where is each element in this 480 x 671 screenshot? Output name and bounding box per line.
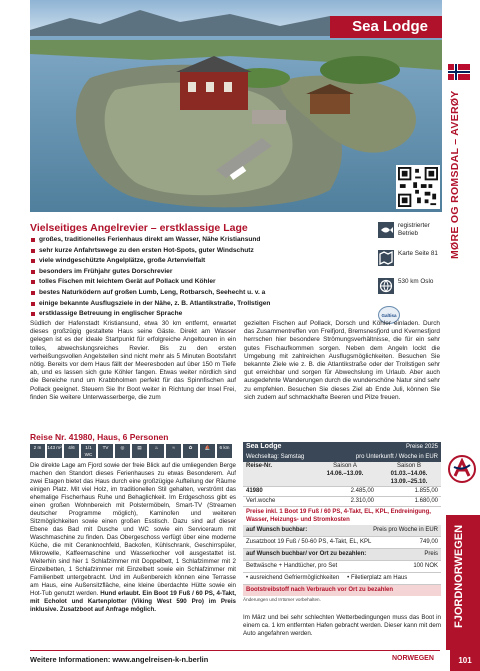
section-headline: Vielseitiges Angelrevier – erstklassige Lage	[30, 222, 248, 234]
partner-logo: Galtisa	[378, 306, 400, 324]
house-description	[30, 462, 236, 614]
boat-distance-icon: 2 m	[30, 444, 45, 458]
season-b-dates: 01.03.–14.06. 13.09.–25.10.	[390, 471, 428, 485]
boat-note: Im März und bei sehr schlechten Wetterbedingungen muss das Boot in einem ca. 1 km entfernten Hafen gebracht werden. Dieser kann mit dem Auto angefahren werden.	[243, 614, 441, 637]
shop-distance-icon: 6 km	[217, 444, 232, 458]
fuel-note: Bootstreibstoff nach Verbrauch vor Ort zu bezahlen	[243, 585, 441, 596]
season-a-dates: 14.06.–13.09.	[326, 471, 364, 477]
feature-item: • Filetierplatz am Haus	[347, 575, 408, 581]
footer-divider	[30, 650, 440, 651]
page-title: Sea Lodge	[330, 16, 442, 38]
fireplace-icon: ♨	[149, 444, 164, 458]
row-price-b: 1.680,00	[414, 498, 438, 504]
fish-icon	[378, 222, 394, 238]
description-column-1: Südlich der Hafenstadt Kristiansund, etwa 30 km entfernt, erwartet dieses großzügig gestaltete Haus seine Gäste. Direkt am Wasser gelegen ist es der ideale Startpunkt für erfolgreiche Angeltouren in ein tolles, abwechslungsreiches Revier. Bis zu den ersten verheißungsvollen Angelstellen sind nicht mehr als 5 Minuten Bootsfahrt nötig. Bereits vor dem Haus fällt der Meeresboden auf über 150 m Tiefe ab, und es lassen sich gute Köhler fangen. Etwas weiter nördlich sind die Bereiche rund um Krabbholmen perfekt für das Spinnfischen auf Pollack geeignet. Steuern Sie Ihr Boot weiter in Richtung der Insel Frei, finden Sie weitere Unterwasserberge, die zum	[30, 320, 236, 401]
dishwasher-icon: ▤	[132, 444, 147, 458]
list-item: einige bekannte Ausflugsziele in der Nähe, z. B. Atlantikstraße, Trollstigen	[30, 299, 370, 310]
list-item: bestes Naturködern auf großen Lumb, Leng, Rotbarsch, Seehecht u. v. a	[30, 288, 370, 299]
registered-label: registrierter Betrieb	[398, 222, 430, 237]
boat-icon: ⛵	[200, 444, 215, 458]
bookable-unit: Preis pro Woche in EUR	[373, 527, 438, 533]
row-price-b: 1.855,00	[414, 488, 438, 494]
list-item: besonders im Frühjahr gutes Dorschrevier	[30, 267, 370, 278]
globe-icon	[378, 278, 394, 294]
onsite-header	[243, 549, 441, 561]
price-table	[243, 442, 441, 603]
feature-list	[30, 235, 370, 320]
list-item: sehr kurze Anfahrtswege zu den ersten Hot-Spots, guter Windschutz	[30, 246, 370, 257]
extra-boat-price: 749,00	[419, 539, 438, 545]
distance-label: 530 km Oslo	[398, 278, 434, 285]
change-day: Wechseltag: Samstag	[246, 454, 305, 460]
amenity-icons	[30, 444, 232, 458]
list-item: erstklassige Betreuung in englischer Sprache	[30, 309, 370, 320]
bath-icon: 1/1 WC	[81, 444, 96, 458]
info-distance	[378, 278, 440, 302]
season-a-name: Saison A	[333, 463, 357, 469]
features-row	[243, 573, 441, 585]
table-row	[243, 537, 441, 549]
onsite-title: auf Wunsch buchbar/ vor Ort zu bezahlen:	[246, 551, 367, 557]
area-icon: 143 m²	[47, 444, 62, 458]
list-item: viele windgeschützte Angelplätze, große Artenvielfalt	[30, 256, 370, 267]
washer-icon: ◎	[115, 444, 130, 458]
brand-logo-icon	[448, 455, 476, 483]
season-b-header	[377, 462, 441, 486]
row-price-a: 2.485,00	[350, 488, 374, 494]
row-label: 41980	[246, 488, 263, 494]
table-row	[243, 487, 441, 497]
tv-icon: TV	[98, 444, 113, 458]
list-item: tolles Fischen mit leichtem Gerät auf Pollack und Köhler	[30, 277, 370, 288]
region-label: MØRE OG ROMSDAL – AVERØY	[449, 90, 461, 259]
included-note: Preise inkl. 1 Boot 19 Fuß / 60 PS, 4-Takt, EL, KPL, Endreinigung, Wasser, Heizungs- und Stromkosten	[246, 509, 431, 523]
feature-text: Filetierplatz am Haus	[350, 575, 408, 581]
linen-price: 100 NOK	[413, 563, 438, 569]
extra-boat-label: Zusatzboot 19 Fuß / 50-60 PS, 4-Takt, EL, KPL	[246, 539, 372, 545]
dog-icon: ✿	[183, 444, 198, 458]
disclaimer: Änderungen und Irrtümer vorbehalten.	[243, 597, 321, 602]
house-description-main: Die direkte Lage am Fjord sowie der freie Blick auf die umliegenden Berge machen den Standort dieses Ferienhauses zu etwas Besonderem. Auf zwei Etagen bietet das Haus durch eine großzügige Aufteilung der Räume einigen Platz. Mit viel Holz, im traditionellen Stil gehalten, verströmt das ehemalige Fischerhaus Ruhe und Behaglichkeit. Im Erdgeschoss gibt es einen großen Wohnbereich mit Polstermöbeln, Smart-TV (Streamen deutscher Programme möglich), Kaminofen und weiteren Sitzmöglichkeiten sowie einen großen Esstisch. Dazu sind auf dieser Ebene das Bad mit Dusche und WC sowie ein Serviceraum mit Waschmaschine zu finden. Das Obergeschoss verfügt über eine moderne Küche, die mit Ceranknochfeld, Backofen, Kühlschrank, Geschirrspüler, Mikrowelle, Kaffeemaschine und Wasserkocher voll ausgestattet ist. Weiterhin sind hier 1 Schlafzimmer mit Doppelbett, 1 Schlafzimmer mit 2 Einzelbetten, 1 Schlafzimmer mit Einzelbett sowie ein Schlafzimmer mit Familienbett untergebracht. Und im Außenbereich können eine Terrasse am Haus, eine Außensitzfläche, eine kleine überdachte Hütte sowie ein Hot-Tub genutzt werden.	[30, 462, 236, 597]
row-price-a: 2.310,00	[350, 498, 374, 504]
trip-number-header: Reise-Nr.	[246, 463, 273, 469]
season-header-row	[243, 462, 441, 487]
hot-tub-icon: ≈	[166, 444, 181, 458]
description-column-2: gezielten Fischen auf Pollack, Dorsch und Köhler einladen. Durch das Zusammentreffen von Freifjord, Bremsnesfjord und Kvernesfjord herrschen hier besondere Strömungsverhältnisse, die für ein sehr gutes Fischaufkommen sorgen. Neben dem Angeln lockt die Umgebung mit zahlreichen Ausflugsmöglichkeiten. Besuchen Sie bekannte Ziele wie z. B. die Atlantikstraße oder der Trollstigen sehr gut erreichbar und sorgen für Abwechslung im Urlaub. Aber auch ausgedehnte Wanderungen durch die wunderschöne Natur sind sehr zu empfehlen. Besuchen Sie dieses Ziel ab Ende Juli, können Sie sich zudem auf schmackhafte Beeren und Pilze freuen.	[244, 320, 440, 401]
info-map	[378, 250, 440, 274]
info-sidebar	[378, 222, 440, 334]
price-table-header	[243, 442, 441, 452]
list-item: großes, traditionelles Ferienhaus direkt am Wasser, Nähe Kristiansund	[30, 235, 370, 246]
onsite-unit: Preis	[424, 551, 438, 557]
house-title: Reise Nr. 41980, Haus, 6 Personen	[30, 432, 169, 442]
price-table-year: Preise 2025	[405, 444, 438, 450]
qr-code[interactable]	[396, 165, 440, 209]
map-icon	[378, 250, 394, 266]
linen-label: Bettwäsche + Handtücher, pro Set	[246, 563, 338, 569]
info-registered	[378, 222, 440, 246]
price-table-subheader	[243, 452, 441, 462]
season-a-header	[313, 462, 377, 486]
table-row	[243, 497, 441, 507]
map-label: Karte Seite 81	[398, 250, 438, 257]
footer-country: NORWEGEN	[392, 655, 434, 662]
norway-flag-icon	[448, 64, 470, 80]
bookable-title: auf Wunsch buchbar:	[246, 527, 308, 533]
section-label: FJORDNORWEGEN	[453, 524, 465, 628]
bookable-header	[243, 525, 441, 537]
footer-more-info: Weitere Informationen: www.angelreisen-k-n.berlin	[30, 655, 209, 664]
price-table-name: Sea Lodge	[246, 443, 282, 450]
beds-icon: 4/6	[64, 444, 79, 458]
season-b-name: Saison B	[396, 463, 421, 469]
table-row	[243, 561, 441, 573]
page-number: 101	[450, 650, 480, 671]
row-label: Verl.woche	[246, 498, 276, 504]
feature-item: • ausreichend Gefriermöglichkeiten	[246, 575, 340, 581]
price-unit: pro Unterkunft / Woche in EUR	[355, 454, 438, 460]
house-description-bold: Hund erlaubt. Ein Boot 19 Fuß / 60 PS, 4-Takt, mit Echolot und Kartenplotter (Viking West 590 Pro) im Preis inklusive. Zusatzboot auf Anfrage möglich.	[30, 590, 236, 613]
feature-text: ausreichend Gefriermöglichkeiten	[249, 575, 340, 581]
